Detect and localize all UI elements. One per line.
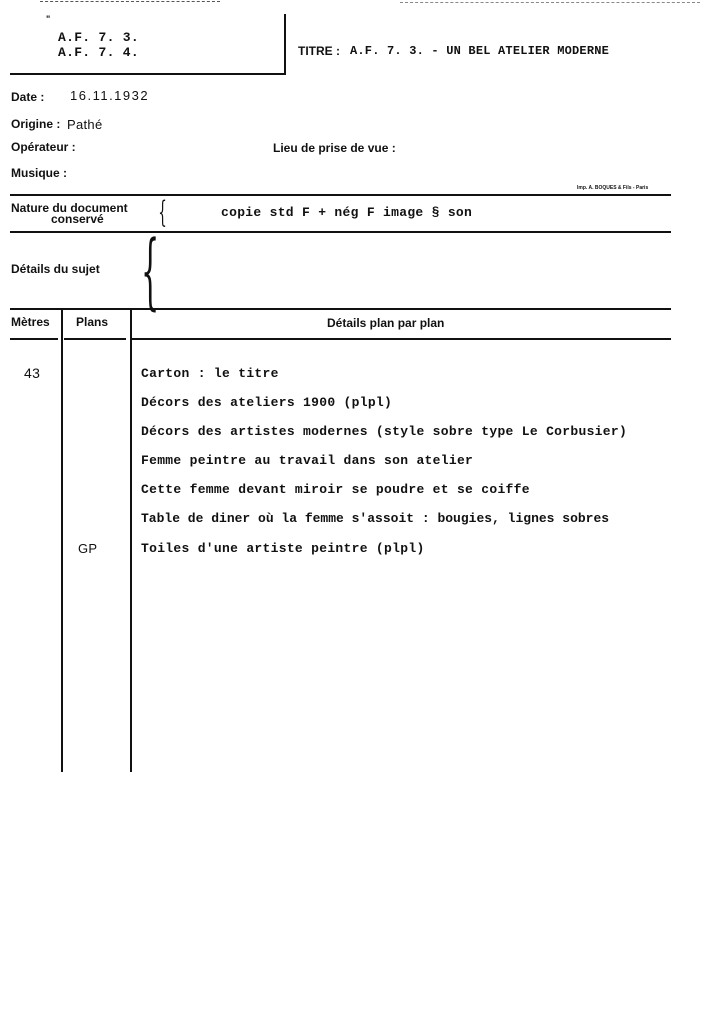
nature-bottom-border	[10, 231, 671, 233]
origine-label: Origine :	[11, 117, 61, 131]
shot-row-7: Toiles d'une artiste peintre (plpl)	[141, 541, 425, 556]
col-header-metres: Mètres	[11, 315, 50, 329]
shot-row-3: Décors des artistes modernes (style sobre type Le Corbusier)	[141, 424, 628, 439]
shot-row-4: Femme peintre au travail dans son atelier	[141, 453, 474, 468]
nature-top-border	[10, 194, 671, 196]
col-header-details: Détails plan par plan	[327, 316, 445, 330]
nature-brace: {	[158, 195, 167, 230]
date-value: 16.11.1932	[70, 88, 150, 103]
nature-value: copie std F + nég F image § son	[221, 205, 473, 220]
table-header-rule-3	[132, 338, 671, 340]
plans-value: GP	[78, 541, 98, 556]
shot-row-5: Cette femme devant miroir se poudre et se coiffe	[141, 482, 530, 497]
ref-box-right-border	[284, 14, 286, 74]
top-edge-line	[40, 1, 220, 2]
table-header-rule-2	[64, 338, 126, 340]
titre-label: TITRE :	[298, 44, 340, 58]
column-divider-1	[61, 310, 63, 772]
ref-box-bottom-border	[10, 73, 286, 75]
shot-row-6: Table de diner où la femme s'assoit : bougies, lignes sobres	[141, 511, 610, 526]
nature-label-line1: Nature du document	[11, 201, 128, 215]
musique-label: Musique :	[11, 166, 67, 180]
corner-mark: "	[46, 14, 51, 24]
shot-row-2: Décors des ateliers 1900 (plpl)	[141, 395, 393, 410]
nature-label-line2: conservé	[51, 212, 104, 226]
column-divider-2	[130, 310, 132, 772]
reference-number-1: A.F. 7. 3.	[58, 30, 140, 45]
details-sujet-brace: {	[140, 224, 160, 319]
reference-number-2: A.F. 7. 4.	[58, 45, 140, 60]
date-label: Date :	[11, 90, 45, 104]
top-edge-line-right	[400, 2, 700, 3]
operateur-label: Opérateur :	[11, 140, 76, 154]
details-sujet-label: Détails du sujet	[11, 262, 100, 276]
titre-value: A.F. 7. 3. - UN BEL ATELIER MODERNE	[350, 44, 610, 58]
shot-row-1: Carton : le titre	[141, 366, 279, 381]
metres-value: 43	[24, 365, 41, 381]
table-top-border	[10, 308, 671, 310]
origine-value: Pathé	[67, 117, 103, 132]
lieu-label: Lieu de prise de vue :	[273, 141, 396, 155]
printer-imprint: Imp. A. BOQUES & Fils - Paris	[577, 185, 649, 191]
table-header-rule-1	[10, 338, 58, 340]
col-header-plans: Plans	[76, 315, 109, 329]
